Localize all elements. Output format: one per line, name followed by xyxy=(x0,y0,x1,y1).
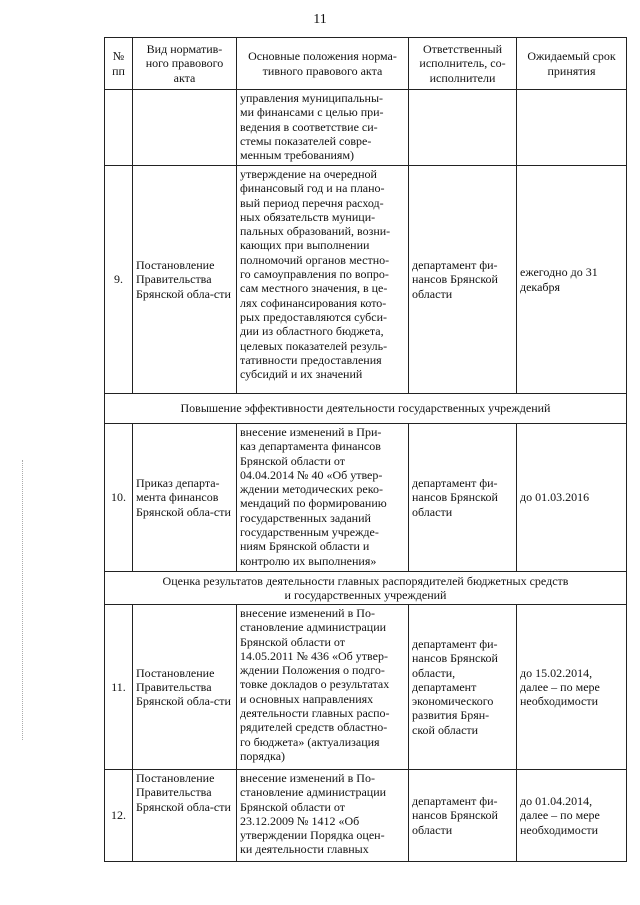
text-line: далее – по мере xyxy=(520,808,600,823)
text-line: ки деятельности главных xyxy=(240,842,369,857)
section-heading xyxy=(105,572,627,605)
text-line: 14.05.2011 № 436 «Об утвер- xyxy=(240,648,388,663)
page-number: 11 xyxy=(313,12,327,27)
table-row-9 xyxy=(105,166,627,394)
text-line: внесение изменений в По- xyxy=(240,606,375,620)
section-heading-row xyxy=(105,572,627,605)
cell-term xyxy=(517,770,627,862)
text-line: вый период перечня расход- xyxy=(240,195,384,210)
text-line: полномочий органов местно- xyxy=(240,252,390,267)
header-act-type: Вид норматив-ного правового акта xyxy=(133,38,237,90)
cell-responsible: департамент фи-нансов Брянской области xyxy=(409,166,517,394)
text-line: далее – по мере xyxy=(520,679,600,694)
table-row-12 xyxy=(105,770,627,862)
text-line: департамент xyxy=(412,679,477,694)
normative-acts-table xyxy=(104,37,627,862)
cell-num: 9. xyxy=(105,166,133,394)
text-line: ведения в соответствие си- xyxy=(240,119,378,134)
text-line: до 15.02.2014, xyxy=(520,665,593,680)
cell-num: 12. xyxy=(105,770,133,862)
cell-content xyxy=(237,605,409,770)
text-line: нансов Брянской xyxy=(412,651,498,666)
cell-type: Приказ департа-мента финансов Брянской обла-сти xyxy=(133,424,237,572)
cell-num: 11. xyxy=(105,605,133,770)
cell-num xyxy=(105,90,133,166)
table-header-row xyxy=(105,38,627,90)
header-term: Ожидаемый срок принятия xyxy=(517,38,627,90)
text-line: становление администрации xyxy=(240,785,387,800)
text-line: стемы показателей совре- xyxy=(240,133,372,148)
text-line: области, xyxy=(412,665,456,680)
table-row-continued xyxy=(105,90,627,166)
cell-term xyxy=(517,90,627,166)
text-line: деятельности главных распо- xyxy=(240,706,390,721)
cell-type: Постановление Правительства Брянской обла-сти xyxy=(133,166,237,394)
text-line: департамент фи- xyxy=(412,636,498,651)
cell-type: Постановление Правительства Брянской обла-сти xyxy=(133,770,237,862)
cell-responsible: департамент фи-нансов Брянской области xyxy=(409,770,517,862)
text-line: необходимости xyxy=(520,822,599,837)
text-line: ждении Положения о подго- xyxy=(240,663,385,678)
text-line: субсидий и их значений xyxy=(240,367,363,382)
cell-term: до 01.03.2016 xyxy=(517,424,627,572)
table-row-11 xyxy=(105,605,627,770)
text-line: государственных заданий xyxy=(240,510,371,525)
header-responsible: Ответственный исполнитель, со-исполнители xyxy=(409,38,517,90)
text-line: контролю их выполнения» xyxy=(240,553,377,568)
text-line: Брянской области от xyxy=(240,799,345,814)
text-line: ждении методических реко- xyxy=(240,482,383,497)
table-row-10 xyxy=(105,424,627,572)
cell-content xyxy=(237,424,409,572)
text-line: дии из областного бюджета, xyxy=(240,324,384,339)
text-line: становление администрации xyxy=(240,620,387,635)
text-line: пальных образований, возни- xyxy=(240,224,391,239)
cell-num: 10. xyxy=(105,424,133,572)
cell-term: ежегодно до 31 декабря xyxy=(517,166,627,394)
text-line: сам местного значения, в це- xyxy=(240,281,388,296)
text-line: 23.12.2009 № 1412 «Об xyxy=(240,813,360,828)
header-content: Основные положения норма-тивного правового акта xyxy=(237,38,409,90)
text-line: внесение изменений в По- xyxy=(240,771,375,785)
text-line: 04.04.2014 № 40 «Об утвер- xyxy=(240,467,383,482)
cell-type xyxy=(133,90,237,166)
section-heading-line: Оценка результатов деятельности главных распорядителей бюджетных средств xyxy=(162,573,569,588)
text-line: го бюджета» (актуализация xyxy=(240,734,380,749)
text-line: управления муниципальны- xyxy=(240,91,384,105)
text-line: рядителей средств областно- xyxy=(240,720,388,735)
text-line: внесение изменений в При- xyxy=(240,425,382,439)
scan-edge-marks xyxy=(22,460,25,740)
cell-responsible xyxy=(409,90,517,166)
cell-type: Постановление Правительства Брянской обла-сти xyxy=(133,605,237,770)
text-line: порядка) xyxy=(240,748,286,763)
text-line: целевых показателей резуль- xyxy=(240,338,388,353)
text-line: го самоуправления по вопро- xyxy=(240,267,389,282)
header-num: № пп xyxy=(105,38,133,90)
text-line: ных обязательств муници- xyxy=(240,209,376,224)
cell-responsible xyxy=(409,605,517,770)
text-line: экономического xyxy=(412,694,494,709)
text-line: тативности предоставления xyxy=(240,352,382,367)
section-heading-row xyxy=(105,394,627,424)
text-line: развития Брян- xyxy=(412,708,490,723)
text-line: Брянской области от xyxy=(240,634,345,649)
text-line: государственным учрежде- xyxy=(240,525,379,540)
text-line: товке докладов о результатах xyxy=(240,677,390,692)
text-line: мендаций по формированию xyxy=(240,496,387,511)
cell-content xyxy=(237,770,409,862)
text-line: менным требованиям) xyxy=(240,148,355,163)
text-line: Брянской области от xyxy=(240,453,345,468)
section-heading: Повышение эффективности деятельности государственных учреждений xyxy=(105,394,627,424)
cell-responsible: департамент фи-нансов Брянской области xyxy=(409,424,517,572)
cell-content xyxy=(237,90,409,166)
text-line: необходимости xyxy=(520,694,599,709)
text-line: лях софинансирования кото- xyxy=(240,295,387,310)
text-line: каз департамента финансов xyxy=(240,439,381,454)
text-line: ской области xyxy=(412,722,479,737)
cell-content xyxy=(237,166,409,394)
cell-term xyxy=(517,605,627,770)
text-line: утверждении Порядка оцен- xyxy=(240,828,385,843)
text-line: финансовый год и на плано- xyxy=(240,181,385,196)
section-heading-line: и государственных учреждений xyxy=(284,588,447,602)
text-line: кающих при выполнении xyxy=(240,238,370,253)
text-line: утверждение на очередной xyxy=(240,167,377,181)
text-line: и основных направлениях xyxy=(240,691,374,706)
text-line: ми финансами с целью при- xyxy=(240,105,384,120)
text-line: рых предоставляются субси- xyxy=(240,309,388,324)
text-line: ниям Брянской области и xyxy=(240,539,370,554)
text-line: до 01.04.2014, xyxy=(520,794,593,809)
